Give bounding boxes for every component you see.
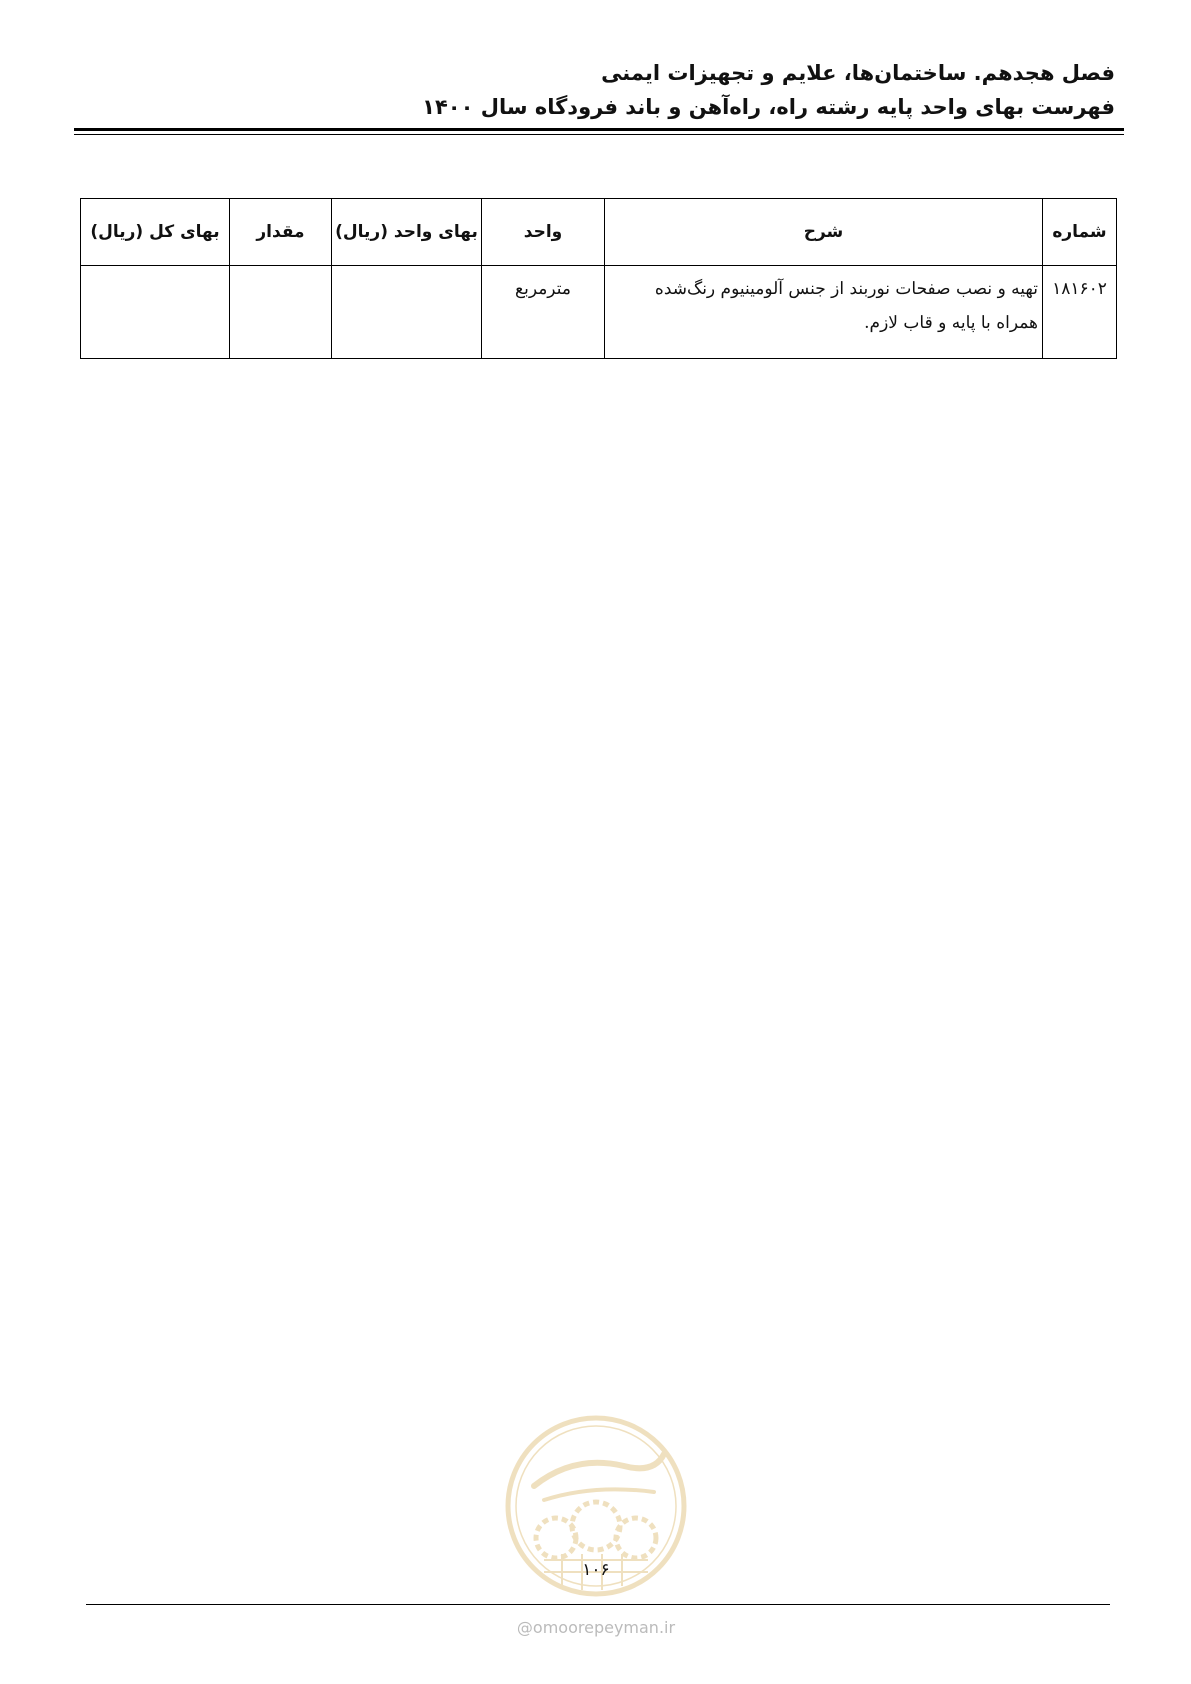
header-total-price: بهای کل (ریال) [81, 199, 230, 266]
header-rule-thick [74, 128, 1124, 131]
row-quantity [230, 266, 332, 359]
footer-rule [86, 1604, 1110, 1605]
list-title: فهرست بهای واحد پایه رشته راه، راه‌آهن و باند فرودگاه سال ۱۴۰۰ [422, 95, 1115, 119]
row-total-price [81, 266, 230, 359]
table-row [81, 266, 1117, 359]
header-quantity: مقدار [230, 199, 332, 266]
row-description: تهیه و نصب صفحات نوربند از جنس آلومینیوم رنگ‌شده همراه با پایه و قاب لازم. [605, 266, 1043, 359]
header-unit-price: بهای واحد (ریال) [332, 199, 482, 266]
page-number: ۱۰۶ [582, 1560, 610, 1580]
row-unit: مترمربع [482, 266, 605, 359]
row-number: ۱۸۱۶۰۲ [1043, 266, 1117, 359]
header-unit: واحد [482, 199, 605, 266]
header-rule-thin [74, 134, 1124, 135]
website-watermark: @omoorepeyman.ir [516, 1618, 676, 1637]
table-header-row [81, 199, 1117, 266]
chapter-title: فصل هجدهم. ساختمان‌ها، علایم و تجهیزات ایمنی [601, 61, 1115, 85]
header-description: شرح [605, 199, 1043, 266]
page-header [75, 58, 1115, 122]
row-unit-price [332, 266, 482, 359]
price-list-table [80, 198, 1117, 359]
header-number: شماره [1043, 199, 1117, 266]
